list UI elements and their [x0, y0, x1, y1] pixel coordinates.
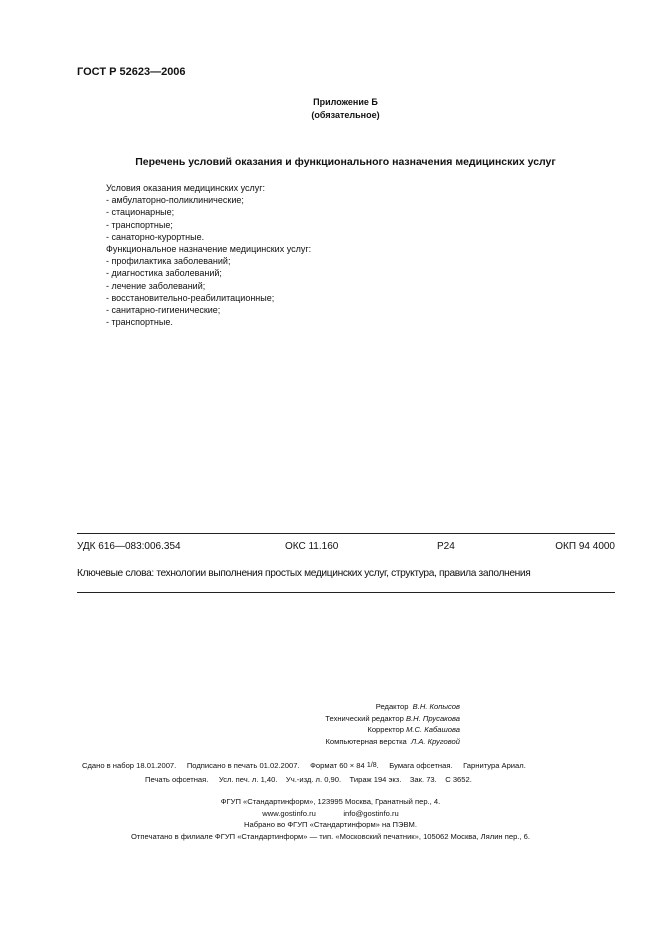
classification-row — [77, 541, 615, 555]
list-item: - стационарные; — [106, 207, 175, 218]
list-item: - лечение заболеваний; — [106, 280, 206, 291]
appendix-status: (обязательное) — [311, 110, 380, 120]
list-item: - транспортные; — [106, 219, 173, 230]
staff-credits — [250, 701, 460, 747]
list-item: - профилактика заболеваний; — [106, 256, 231, 267]
signed-date: Подписано в печать 01.02.2007. — [186, 761, 300, 770]
list-item: Условия оказания медицинских услуг: — [106, 183, 266, 193]
conditions-list — [106, 182, 311, 328]
appendix-heading — [0, 96, 661, 122]
standard-number: ГОСТ Р 52623—2006 — [77, 66, 186, 78]
printed-note: Отпечатано в филиале ФГУП «Стандартинформ» — тип. «Московский печатник», 105062 Москва, Лялин пер., 6. — [131, 831, 530, 841]
list-item: - восстановительно-реабилитационные; — [106, 292, 275, 303]
submitted-date: Сдано в набор 18.01.2007. — [82, 761, 177, 770]
staff-role: Технический редактор — [325, 713, 404, 723]
okp-code: ОКП 94 4000 — [555, 541, 615, 552]
list-item: Функциональное назначение медицинских услуг: — [106, 244, 312, 255]
appendix-label: Приложение Б — [313, 97, 378, 107]
udk-code: УДК 616—083:006.354 — [77, 541, 181, 552]
section-title-text: Перечень условий оказания и функционального назначения медицинских услуг — [135, 156, 556, 168]
keywords: Ключевые слова: технологии выполнения простых медицинских услуг, структура, правила заполнения — [77, 568, 531, 579]
email-link[interactable]: info@gostinfo.ru — [343, 808, 399, 818]
staff-role: Компьютерная верстка — [325, 736, 407, 746]
print-sheets: Усл. печ. л. 1,40. — [218, 775, 278, 784]
list-item: - санитарно-гигиенические; — [106, 305, 221, 316]
order-number: Зак. 73. — [409, 775, 437, 784]
staff-name: В.Н. Прусакова — [406, 713, 460, 723]
section-title — [0, 156, 661, 168]
typeface: Гарнитура Ариал. — [463, 761, 526, 770]
staff-name: М.С. Кабашова — [406, 725, 460, 734]
print-info-line-1: Сдано в набор 18.01.2007. Подписано в печать 01.02.2007. Формат 60 × 84 1/8. Бумага офсетная. Гарнитура Ариал. — [82, 761, 526, 770]
website-link[interactable]: www.gostinfo.ru — [262, 808, 316, 818]
staff-role: Редактор — [375, 702, 409, 711]
list-item: - санаторно-курортные. — [106, 231, 205, 242]
publisher-contacts — [0, 808, 661, 820]
edition-sheets: Уч.-изд. л. 0,90. — [285, 775, 342, 784]
print-info-line-2 — [145, 775, 472, 784]
staff-row — [250, 736, 460, 748]
format-fraction: 1/8 — [366, 762, 377, 769]
list-item: - диагностика заболеваний; — [106, 268, 222, 279]
group-code: Р24 — [437, 541, 455, 552]
staff-row — [250, 701, 460, 713]
print-run: Тираж 194 экз. — [349, 775, 402, 784]
oks-code: ОКС 11.160 — [285, 541, 339, 552]
top-divider — [77, 533, 615, 534]
staff-role: Корректор — [367, 725, 404, 734]
code-number: С 3652. — [445, 775, 472, 784]
staff-name: Л.А. Круговой — [411, 736, 460, 746]
publisher-address: ФГУП «Стандартинформ», 123995 Москва, Гранатный пер., 4. — [220, 797, 441, 806]
typeset-note: Набрано во ФГУП «Стандартинформ» на ПЭВМ. — [244, 820, 417, 829]
bottom-divider — [77, 592, 615, 593]
paper-format: Формат 60 × 84 — [310, 761, 365, 770]
list-item: - амбулаторно-поликлинические; — [106, 195, 244, 206]
staff-name: В.Н. Копысов — [412, 702, 460, 711]
print-method: Печать офсетная. — [145, 775, 209, 784]
list-item: - транспортные. — [106, 317, 173, 328]
staff-row — [250, 724, 460, 736]
paper-type: Бумага офсетная. — [389, 761, 453, 770]
publisher-info — [0, 796, 661, 842]
staff-row — [250, 713, 460, 725]
